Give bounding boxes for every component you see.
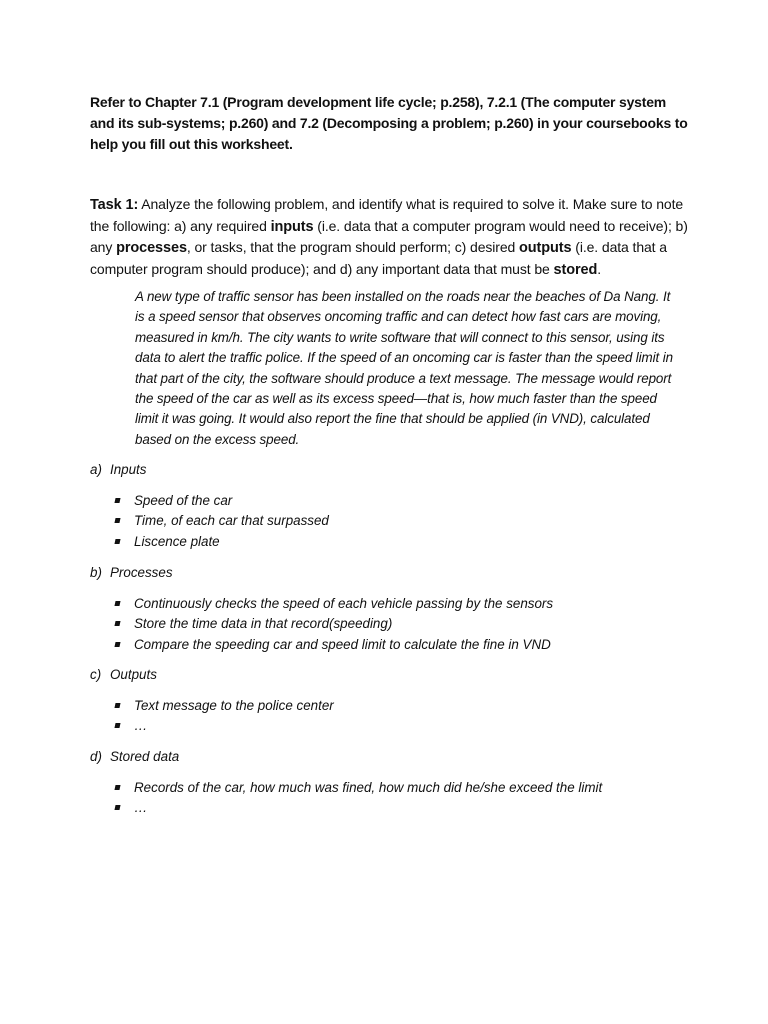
task-text-3: , or tasks, that the program should perform; c) desired [186,239,520,255]
list-item-text: Compare the speeding car and speed limit to calculate the fine in VND [134,636,551,652]
list-item [115,635,553,655]
list-item-text: Speed of the car [134,493,233,508]
list-item [115,532,329,552]
processes-list [115,594,553,655]
bullet-icon [114,805,120,810]
section-title: Stored data [110,749,180,764]
bullet-icon [114,785,120,790]
keyword-stored: stored [553,261,598,278]
section-title: Inputs [110,462,147,477]
section-letter: a) [90,462,102,477]
keyword-outputs: outputs [519,240,572,256]
section-title: Processes [110,565,173,580]
list-item [115,614,553,634]
list-item-text: Store the time data in that record(speeding) [134,616,393,632]
task-text-5: . [597,260,602,277]
section-inputs-heading [90,462,146,477]
section-outputs-heading [90,667,157,682]
intro-instructions: Refer to Chapter 7.1 (Program development life cycle; p.258), 7.2.1 (The computer system and its sub-systems; p.260) and 7.2 (Decomposing a problem; p.260) in your coursebooks to help you fill out this worksheet. [90,94,688,152]
keyword-inputs: inputs [270,218,314,235]
keyword-processes: processes [116,240,187,256]
problem-statement: A new type of traffic sensor has been installed on the roads near the beaches of Da Nang. It is a speed sensor that observes oncoming traffic and can detect how fast cars are moving, measured in km/h. The city wants to write software that will connect to this sensor, using its data to alert the traffic police. If the speed of an oncoming car is faster than the speed limit in that part of the city, the software should produce a text message. The message would report the speed of the car as well as its excess speed—that is, how much faster than the speed limit it was going. It would also report the fine that should be applied (in VND), calculated based on the excess speed. [135,289,673,447]
inputs-list [115,491,329,552]
list-item-text: Time, of each car that surpassed [134,513,329,529]
bullet-icon [114,723,120,728]
list-item [115,511,329,531]
task-1-instructions [90,194,690,280]
bullet-icon [114,518,120,523]
bullet-icon [114,703,120,708]
list-item-text: … [134,718,148,734]
bullet-icon [114,539,120,544]
section-stored-data-heading [90,749,179,764]
list-item [115,716,334,736]
list-item-text: Records of the car, how much was fined, how much did he/she exceed the limit [134,780,603,795]
task-text-4: (i.e. data that a computer program should produce); and d) any important data that must be [90,239,667,277]
task-label: Task 1: [90,197,139,213]
bullet-icon [114,601,120,606]
list-item-text: Text message to the police center [134,698,334,713]
section-letter: d) [90,749,102,764]
stored-data-list [115,778,602,819]
list-item-text: … [134,800,148,816]
list-item [115,594,553,614]
list-item-text: Liscence plate [134,533,220,549]
section-processes-heading [90,565,173,580]
task-text-2: (i.e. data that a computer program would need to receive); b) any [90,217,688,255]
bullet-icon [114,642,120,647]
section-title: Outputs [110,667,157,682]
outputs-list [115,696,334,737]
bullet-icon [114,498,120,503]
list-item [115,778,602,798]
section-letter: c) [90,667,102,682]
list-item [115,798,602,818]
list-item-text: Continuously checks the speed of each vehicle passing by the sensors [134,596,554,611]
list-item [115,696,334,716]
task-text-1: Analyze the following problem, and identify what is required to solve it. Make sure to note the following: a) any required [90,196,684,234]
bullet-icon [114,621,120,626]
list-item [115,491,329,511]
section-letter: b) [90,565,102,580]
